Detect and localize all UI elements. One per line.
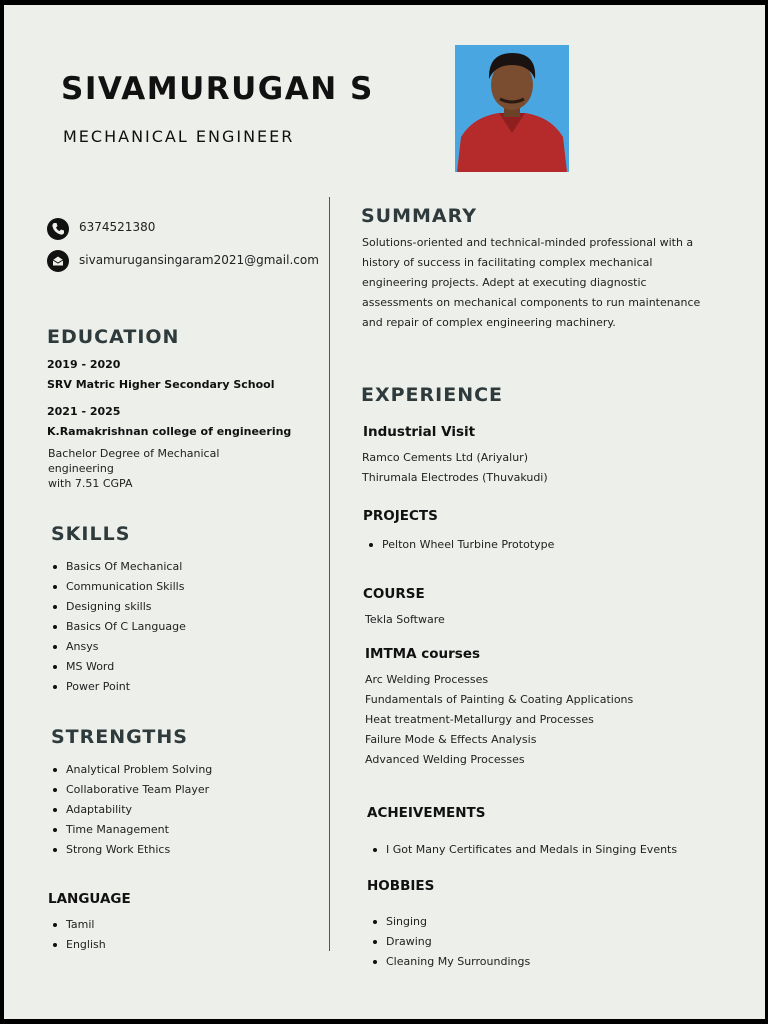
list-item: MS Word [52,657,186,677]
hobbies-heading: HOBBIES [367,878,435,894]
list-item: Designing skills [52,597,186,617]
list-item: Basics Of Mechanical [52,557,186,577]
column-divider [329,197,330,951]
degree-line: engineering [48,462,114,475]
list-item: Singing [372,912,530,932]
list-item: Basics Of C Language [52,617,186,637]
list-item: Advanced Welding Processes [365,753,525,766]
summary-text: Solutions-oriented and technical-minded professional with a history of success in facilitating complex mechanical engineering projects. Adept at executing diagnostic assessments on mechanical components to run maintenance and repair of complex engineering machinery. [362,236,701,329]
candidate-name: SIVAMURUGAN S [61,71,374,107]
summary-heading: SUMMARY [361,205,477,227]
strengths-list [52,760,212,860]
candidate-title: MECHANICAL ENGINEER [63,127,295,146]
degree-line: with 7.51 CGPA [48,477,133,490]
list-item: Fundamentals of Painting & Coating Applications [365,693,634,706]
list-item: I Got Many Certificates and Medals in Singing Events [372,840,677,860]
education-years: 2019 - 2020 [47,358,121,371]
education-school: SRV Matric Higher Secondary School [47,378,275,391]
email-address[interactable]: sivamurugansingaram2021@gmail.com [79,253,319,267]
strengths-heading: STRENGTHS [51,726,188,748]
industrial-visit-list [362,448,548,488]
education-heading: EDUCATION [47,326,180,348]
imtma-list [365,670,633,770]
course-heading: COURSE [363,586,425,602]
education-degree [48,446,298,491]
language-heading: LANGUAGE [48,891,131,907]
list-item: Arc Welding Processes [365,673,489,686]
list-item: Tamil [52,915,106,935]
course-list [365,610,445,630]
hobbies-list [372,912,530,972]
list-item: English [52,935,106,955]
education-years: 2021 - 2025 [47,405,121,418]
education-school: K.Ramakrishnan college of engineering [47,425,292,438]
degree-line: Bachelor Degree of Mechanical [48,447,220,460]
skills-list [52,557,186,697]
list-item: Failure Mode & Effects Analysis [365,733,537,746]
skills-heading: SKILLS [51,523,131,545]
list-item: Drawing [372,932,530,952]
list-item: Communication Skills [52,577,186,597]
projects-heading: PROJECTS [363,508,438,524]
list-item: Tekla Software [365,613,445,626]
list-item: Thirumala Electrodes (Thuvakudi) [362,471,548,484]
list-item: Strong Work Ethics [52,840,212,860]
resume-page [4,5,765,1019]
list-item: Analytical Problem Solving [52,760,212,780]
list-item: Adaptability [52,800,212,820]
list-item: Time Management [52,820,212,840]
list-item: Ansys [52,637,186,657]
phone-number[interactable]: 6374521380 [79,220,156,234]
list-item: Power Point [52,677,186,697]
list-item: Ramco Cements Ltd (Ariyalur) [362,451,528,464]
list-item: Pelton Wheel Turbine Prototype [368,535,554,555]
language-list [52,915,106,955]
list-item: Collaborative Team Player [52,780,212,800]
achievements-list [372,840,677,860]
industrial-visit-heading: Industrial Visit [363,424,476,440]
list-item: Heat treatment-Metallurgy and Processes [365,713,594,726]
phone-icon [47,218,69,240]
list-item: Cleaning My Surroundings [372,952,530,972]
imtma-heading: IMTMA courses [365,646,481,662]
profile-photo [455,45,569,172]
experience-heading: EXPERIENCE [361,384,504,406]
achievements-heading: ACHEIVEMENTS [367,805,486,821]
projects-list [368,535,554,555]
email-icon [47,250,69,272]
